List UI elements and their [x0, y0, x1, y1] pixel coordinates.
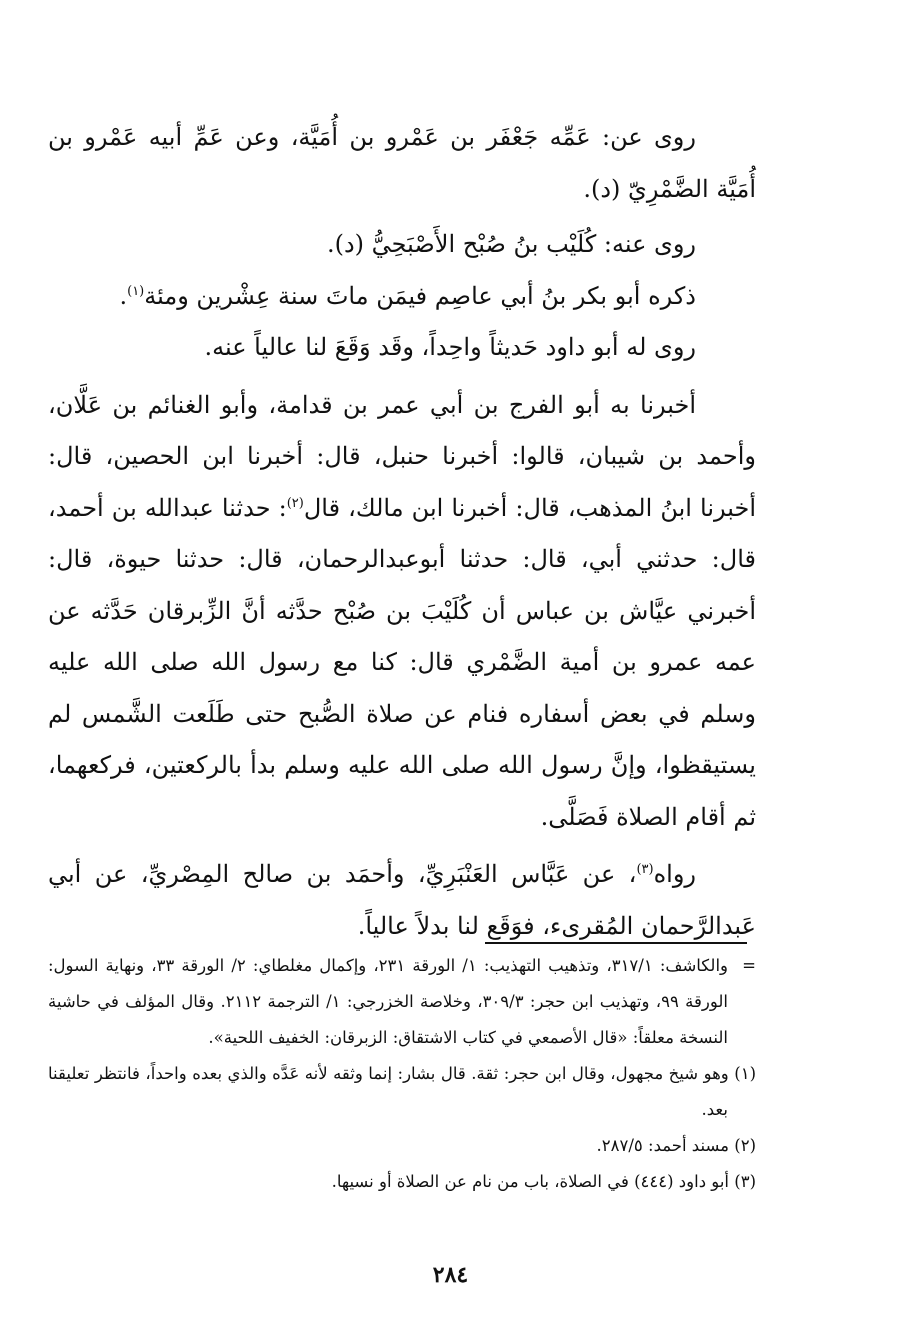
footnote-3 — [48, 1164, 756, 1200]
footnote-continuation-text: والكاشف: ٣١٧/١، وتذهيب التهذيب: ١/ الورقة ٢٣١، وإكمال مغلطاي: ٢/ الورقة ٣٣، ونهاية السول: الورقة ٩٩، وتهذيب ابن حجر: ٣٠٩/٣، وخلاصة الخزرجي: ١/ الترجمة ٢١١٢. وقال المؤلف في حاشية النسخة معلقاً: «قال الأصمعي في كتاب الاشتقاق: الزبرقان: الخفيف اللحية». — [48, 956, 729, 1047]
continuation-mark: = — [742, 956, 756, 975]
paragraph-isnad-text-b: : حدثنا عبدالله بن أحمد، قال: حدثني أبي، قال: حدثنا أبوعبدالرحمان، قال: حدثنا حيوة، قال: أخبرني عيَّاش بن عباس أن كُلَيْبَ بن صُبْح حدَّثه أنَّ الزِّبرقان حَدَّثه عن عمه عمرو بن أمية الضَّمْري قال: كنا مع رسول الله صلى الله عليه وسلم في بعض أسفاره فنام عن صلاة الصُّبح حتى طَلَعت الشَّمس لم يستيقظوا، وإنَّ رسول الله صلى الله عليه وسلم بدأ بالركعتين، فركعهما، ثم أقام الصلاة فَصَلَّى. — [48, 493, 756, 831]
footnote-3-text: أبو داود (٤٤٤) في الصلاة، باب من نام عن الصلاة أو نسيها. — [331, 1172, 729, 1191]
footnote-3-number: (٣) — [734, 1172, 756, 1191]
paragraph-death-year-end: . — [119, 281, 128, 310]
paragraph-death-year — [48, 271, 756, 323]
paragraph-isnad-text-a: أخبرنا به أبو الفرج بن أبي عمر بن قدامة، وأبو الغنائم بن عَلَّان، وأحمد بن شيبان، قالوا: أخبرنا حنبل، قال: أخبرنا ابن الحصين، قال: أخبرنا ابنُ المذهب، قال: أخبرنا ابن مالك، قال — [48, 390, 756, 522]
paragraph-narrated-from: روى عن: عَمِّه جَعْفَر بن عَمْرو بن أُمَيَّة، وعن عَمِّ أبيه عَمْرو بن أُمَيَّة الضَّمْرِيّ (د). — [48, 123, 756, 203]
footnotes — [48, 948, 756, 1200]
footnote-2-text: مسند أحمد: ٢٨٧/٥. — [596, 1136, 729, 1155]
paragraph-narration-text-b: ، عن عَبَّاس العَنْبَرِيِّ، وأحمَد بن صالح المِصْريِّ، عن أبي عَبدالرَّحمان المُقرىء، فوَقَع لنا بدلاً عالياً. — [48, 860, 756, 940]
footnote-continuation — [48, 948, 756, 1056]
footnote-1-text: وهو شيخ مجهول، وقال ابن حجر: ثقة. قال بشار: إنما وثقه لأنه عَدَّه والذي بعده واحداً، فانتظر تعليقنا بعد. — [48, 1064, 729, 1119]
main-text — [48, 112, 756, 952]
paragraph-death-year-text: ذكره أبو بكر بنُ أبي عاصِم فيمَن ماتَ سنة عِشْرين ومئة — [144, 281, 696, 310]
paragraph-narration — [48, 849, 756, 952]
paragraph-abu-dawud: روى له أبو داود حَديثاً واحِداً، وقَد وَقَعَ لنا عالياً عنه. — [204, 333, 696, 361]
paragraph-narrated-by: روى عنه: كُلَيْب بنُ صُبْح الأَصْبَحِيُّ (د). — [326, 230, 696, 258]
footnote-ref-2[interactable]: (٢) — [286, 495, 304, 511]
footnote-ref-1[interactable]: (١) — [127, 283, 145, 299]
footnote-2-number: (٢) — [734, 1136, 756, 1155]
footnote-ref-3[interactable]: (٣) — [636, 862, 654, 877]
footnote-1 — [48, 1056, 756, 1128]
page-number: ٢٨٤ — [432, 1262, 469, 1288]
footnote-2 — [48, 1128, 756, 1164]
paragraph-narration-text-a: رواه — [653, 860, 696, 888]
footnote-1-number: (١) — [734, 1064, 757, 1083]
footnote-divider — [485, 942, 747, 944]
paragraph-isnad — [48, 380, 756, 844]
